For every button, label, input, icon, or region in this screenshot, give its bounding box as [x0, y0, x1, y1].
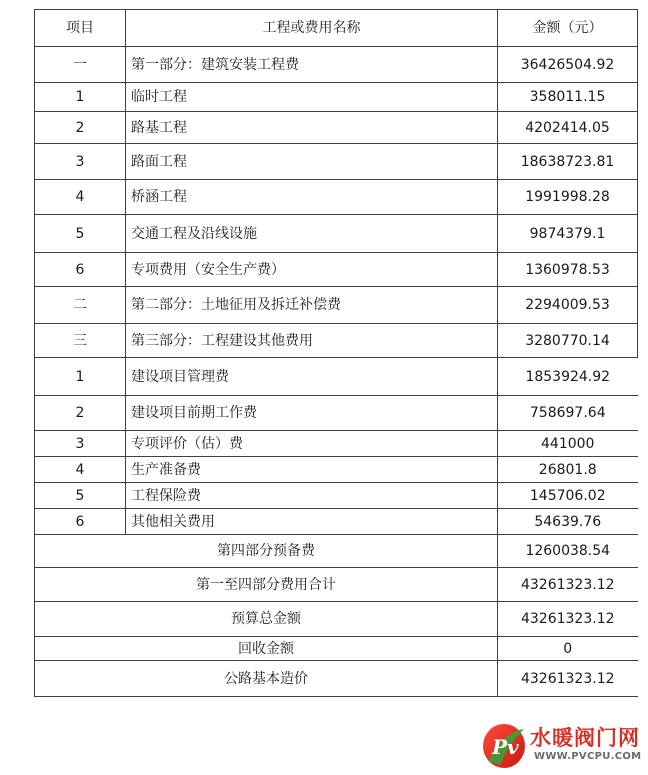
row-amount: 4202414.05: [498, 112, 638, 144]
row-name: 临时工程: [126, 83, 498, 112]
row-number: 4: [35, 180, 126, 215]
row-amount: 358011.15: [498, 83, 638, 112]
row-name: 交通工程及沿线设施: [126, 215, 498, 253]
summary-label: 回收金额: [35, 637, 498, 661]
table-row: [35, 215, 638, 253]
row-number: 5: [35, 215, 126, 253]
table-row: [35, 509, 638, 535]
row-amount: 2294009.53: [498, 287, 638, 324]
row-number: 6: [35, 253, 126, 287]
header-amount: 金额（元）: [498, 10, 638, 47]
table-row: [35, 324, 638, 358]
table-row: [35, 287, 638, 324]
row-amount: 36426504.92: [498, 47, 638, 83]
watermark-url: WWW.PVCPU.COM: [534, 751, 642, 762]
svg-text:Pv: Pv: [492, 735, 519, 759]
budget-table: [34, 9, 638, 697]
row-name: 建设项目管理费: [126, 358, 498, 396]
summary-amount: 1260038.54: [498, 535, 638, 568]
row-name: 工程保险费: [126, 483, 498, 509]
table-row: [35, 47, 638, 83]
header-name: 工程或费用名称: [126, 10, 498, 47]
table-row: [35, 396, 638, 431]
row-number: 1: [35, 83, 126, 112]
row-amount: 1853924.92: [498, 358, 638, 396]
row-name: 专项评价（估）费: [126, 431, 498, 457]
row-amount: 26801.8: [498, 457, 638, 483]
row-amount: 145706.02: [498, 483, 638, 509]
table-row: [35, 180, 638, 215]
row-name: 专项费用（安全生产费）: [126, 253, 498, 287]
row-amount: 3280770.14: [498, 324, 638, 358]
row-amount: 1360978.53: [498, 253, 638, 287]
row-number: 一: [35, 47, 126, 83]
summary-row: [35, 568, 638, 602]
summary-label: 第四部分预备费: [35, 535, 498, 568]
row-number: 三: [35, 324, 126, 358]
row-name: 建设项目前期工作费: [126, 396, 498, 431]
summary-amount: 0: [498, 637, 638, 661]
summary-label: 第一至四部分费用合计: [35, 568, 498, 602]
row-amount: 758697.64: [498, 396, 638, 431]
row-name: 生产准备费: [126, 457, 498, 483]
row-number: 2: [35, 112, 126, 144]
summary-amount: 43261323.12: [498, 661, 638, 697]
row-number: 3: [35, 144, 126, 180]
row-name: 路基工程: [126, 112, 498, 144]
row-number: 二: [35, 287, 126, 324]
summary-row: [35, 602, 638, 637]
table-row: [35, 431, 638, 457]
pvc-logo-icon: [480, 721, 528, 771]
row-name: 路面工程: [126, 144, 498, 180]
row-number: 1: [35, 358, 126, 396]
summary-amount: 43261323.12: [498, 602, 638, 637]
table-row: [35, 112, 638, 144]
watermark-title: 水暖阀门网: [530, 726, 640, 750]
row-number: 3: [35, 431, 126, 457]
header-row: [35, 10, 638, 47]
summary-row: [35, 535, 638, 568]
row-amount: 18638723.81: [498, 144, 638, 180]
summary-row: [35, 637, 638, 661]
watermark-logo: [474, 718, 648, 775]
row-amount: 441000: [498, 431, 638, 457]
table-row: [35, 144, 638, 180]
row-name: 第二部分：土地征用及拆迁补偿费: [126, 287, 498, 324]
row-number: 4: [35, 457, 126, 483]
header-no: 项目: [35, 10, 126, 47]
row-name: 桥涵工程: [126, 180, 498, 215]
summary-amount: 43261323.12: [498, 568, 638, 602]
summary-label: 预算总金额: [35, 602, 498, 637]
row-number: 5: [35, 483, 126, 509]
table-row: [35, 358, 638, 396]
row-name: 第三部分：工程建设其他费用: [126, 324, 498, 358]
row-name: 第一部分：建筑安装工程费: [126, 47, 498, 83]
table-row: [35, 83, 638, 112]
row-amount: 1991998.28: [498, 180, 638, 215]
row-name: 其他相关费用: [126, 509, 498, 535]
table-row: [35, 483, 638, 509]
table-row: [35, 253, 638, 287]
summary-row: [35, 661, 638, 697]
row-number: 6: [35, 509, 126, 535]
row-number: 2: [35, 396, 126, 431]
row-amount: 9874379.1: [498, 215, 638, 253]
row-amount: 54639.76: [498, 509, 638, 535]
summary-label: 公路基本造价: [35, 661, 498, 697]
table-row: [35, 457, 638, 483]
